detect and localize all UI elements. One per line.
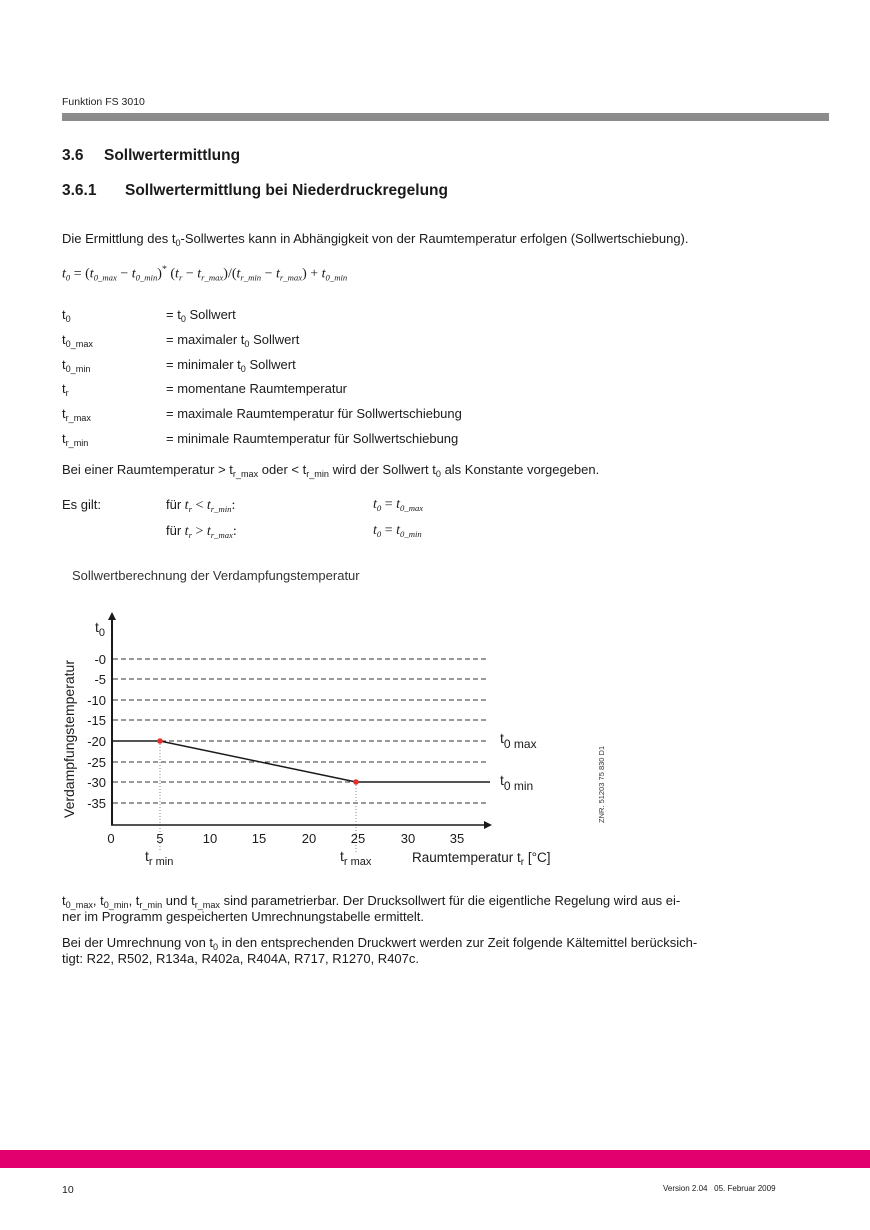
svg-text:-30: -30 bbox=[87, 775, 106, 790]
svg-text:-35: -35 bbox=[87, 796, 106, 811]
es-gilt-condition-2: für $t_r > t_{r\_max}$: bbox=[166, 523, 237, 541]
def-symbol-trmin: $t_{r\_min}$ bbox=[62, 431, 89, 449]
es-gilt-label: Es gilt: bbox=[62, 497, 102, 512]
footer-bar bbox=[0, 1150, 870, 1168]
svg-text:-25: -25 bbox=[87, 755, 106, 770]
tr-min-label: $t_{r min}$ bbox=[145, 848, 174, 868]
section-number: 3.6 bbox=[62, 147, 84, 164]
y-axis-symbol: $t_0$ bbox=[95, 619, 106, 639]
page-number: 10 bbox=[62, 1184, 74, 1196]
def-symbol-trmax: $t_{r\_max}$ bbox=[62, 406, 91, 424]
def-symbol-t0: $t_0$ bbox=[62, 307, 71, 325]
svg-text:10: 10 bbox=[202, 831, 218, 846]
svg-text:25: 25 bbox=[350, 831, 366, 846]
section-title: Sollwertermittlung bbox=[104, 147, 241, 164]
svg-text:-5: -5 bbox=[94, 672, 106, 687]
def-text-t0: = $t_0$ Sollwert bbox=[166, 307, 236, 325]
version-info: Version 2.04 05. Februar 2009 bbox=[663, 1184, 776, 1193]
drawing-number: ZNR. 51203 75 830 D1 bbox=[597, 745, 606, 823]
svg-text:0: 0 bbox=[107, 831, 115, 846]
svg-text:35: 35 bbox=[449, 831, 465, 846]
svg-text:5: 5 bbox=[156, 831, 164, 846]
tr-max-label: $t_{r max}$ bbox=[340, 848, 372, 868]
subsection-number: 3.6.1 bbox=[62, 182, 97, 199]
param-paragraph-line2: ner im Programm gespeicherten Umrechnungstabelle ermittelt. bbox=[62, 909, 424, 924]
def-text-tr: = momentane Raumtemperatur bbox=[166, 381, 348, 396]
def-text-t0max: = maximaler $t_0$ Sollwert bbox=[166, 332, 300, 350]
refrigerant-paragraph: Bei der Umrechnung von $t_0$ in den entsprechenden Druckwert werden zur Zeit folgende Kältemittel berücksich- bbox=[62, 935, 698, 953]
svg-text:-0: -0 bbox=[94, 652, 106, 667]
svg-text:30: 30 bbox=[400, 831, 416, 846]
es-gilt-condition-1: für $t_r < t_{r\_min}$: bbox=[166, 497, 236, 515]
intro-sub: 0 bbox=[175, 238, 181, 249]
x-axis-title: Raumtemperatur $t_r$ [°C] bbox=[412, 850, 551, 868]
es-gilt-result-2: $t_0 = t_{0\_min}$ bbox=[373, 523, 422, 540]
def-symbol-tr: $t_r$ bbox=[62, 381, 69, 399]
point-tr-min bbox=[157, 738, 163, 744]
chart-title: Sollwertberechnung der Verdampfungstemperatur bbox=[72, 568, 360, 583]
def-text-trmax: = maximale Raumtemperatur für Sollwertschiebung bbox=[166, 406, 462, 421]
y-axis-title: Verdampfungstemperatur bbox=[61, 660, 77, 818]
svg-text:-10: -10 bbox=[87, 693, 106, 708]
def-text-trmin: = minimale Raumtemperatur für Sollwertschiebung bbox=[166, 431, 459, 446]
intro-text-b: -Sollwertes kann in Abhängigkeit von der Raumtemperatur erfolgen (Sollwertschiebung). bbox=[180, 231, 689, 246]
def-symbol-t0min: $t_{0\_min}$ bbox=[62, 357, 91, 375]
def-text-t0min: = minimaler $t_0$ Sollwert bbox=[166, 357, 296, 375]
t0-min-label: t0 min bbox=[500, 772, 534, 793]
intro-text-a: Die Ermittlung des t bbox=[62, 231, 176, 246]
constant-note: Bei einer Raumtemperatur > $t_{r\_max}$ oder < $t_{r\_min}$ wird der Sollwert $t_0$ als Konstante vorgegeben. bbox=[62, 462, 600, 480]
def-symbol-t0max: $t_{0\_max}$ bbox=[62, 332, 93, 350]
t0-max-label: t0 max bbox=[500, 730, 537, 751]
x-tick-labels bbox=[107, 831, 464, 846]
svg-text:20: 20 bbox=[301, 831, 317, 846]
subsection-title: Sollwertermittlung bei Niederdruckregelung bbox=[125, 182, 448, 199]
svg-text:-15: -15 bbox=[87, 713, 106, 728]
running-header: Funktion FS 3010 bbox=[62, 96, 145, 108]
param-paragraph: $t_{0\_max}$, $t_{0\_min}$, $t_{r\_min}$ und $t_{r\_max}$ sind parametrierbar. Der Drucksollwert für die eigentliche Regelung wird aus ei- bbox=[62, 893, 681, 911]
formula: $t_0 = (t_{0\_max} - t_{0\_min})^*$ $(t_r - t_{r\_max})/(t_{r\_min} - t_{r\_max}) + t_{0\_min}$ bbox=[62, 264, 348, 283]
svg-text:-20: -20 bbox=[87, 734, 106, 749]
refrigerant-paragraph-line2: tigt: R22, R502, R134a, R402a, R404A, R717, R1270, R407c. bbox=[62, 951, 419, 966]
es-gilt-result-1: $t_0 = t_{0\_max}$ bbox=[373, 497, 424, 514]
y-tick-labels bbox=[87, 652, 106, 811]
point-tr-max bbox=[353, 779, 359, 785]
svg-text:15: 15 bbox=[251, 831, 267, 846]
